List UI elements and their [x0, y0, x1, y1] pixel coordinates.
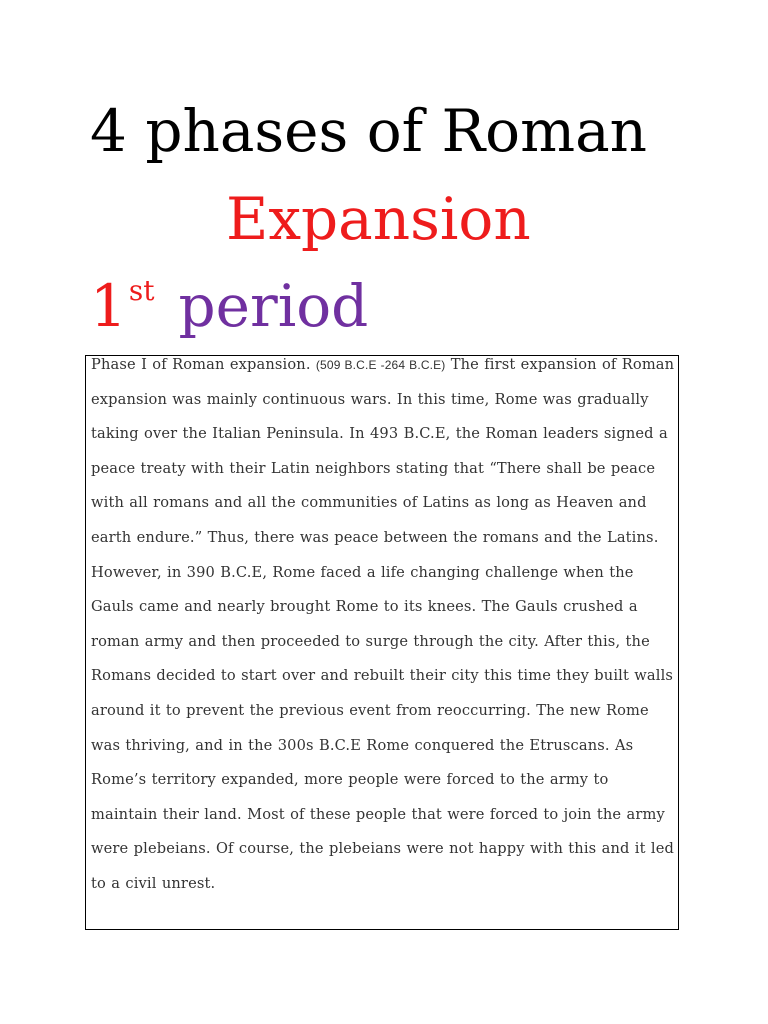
ordinal-suffix: st — [128, 274, 155, 307]
page-title-line-2: Expansion — [226, 185, 531, 253]
period-heading — [90, 270, 368, 353]
passage-text-box — [85, 355, 679, 930]
ordinal-number: 1 — [90, 272, 127, 340]
page-title-line-1: 4 phases of Roman — [90, 97, 648, 165]
passage-lead: Phase I of Roman expansion. — [91, 356, 316, 373]
passage-date-range: (509 B.C.E -264 B.C.E) — [315, 358, 446, 372]
passage-body: The first expansion of Roman expansion was mainly continuous wars. In this time, Rome was gradually taking over the Italian Peninsula. In 493 B.C.E, the Roman leaders signed a peace treaty with their Latin neighbors stating that “There shall be peace with all romans and all the communities of Latins as long as Heaven and earth endure.” Thus, there was peace between the romans and the Latins. However, in 390 B.C.E, Rome faced a life changing challenge when the Gauls came and nearly brought Rome to its knees. The Gauls crushed a roman army and then proceeded to surge through the city. After this, the Romans decided to start over and rebuilt their city this time they built walls around it to prevent the previous event from reoccurring. The new Rome was thriving, and in the 300s B.C.E Rome conquered the Etruscans. As Rome’s territory expanded, more people were forced to the army to maintain their land. Most of these people that were forced to join the army were plebeians. Of course, the plebeians were not happy with this and it led to a civil unrest. — [91, 356, 675, 892]
passage-paragraph — [91, 355, 678, 902]
period-word: period — [178, 272, 369, 340]
